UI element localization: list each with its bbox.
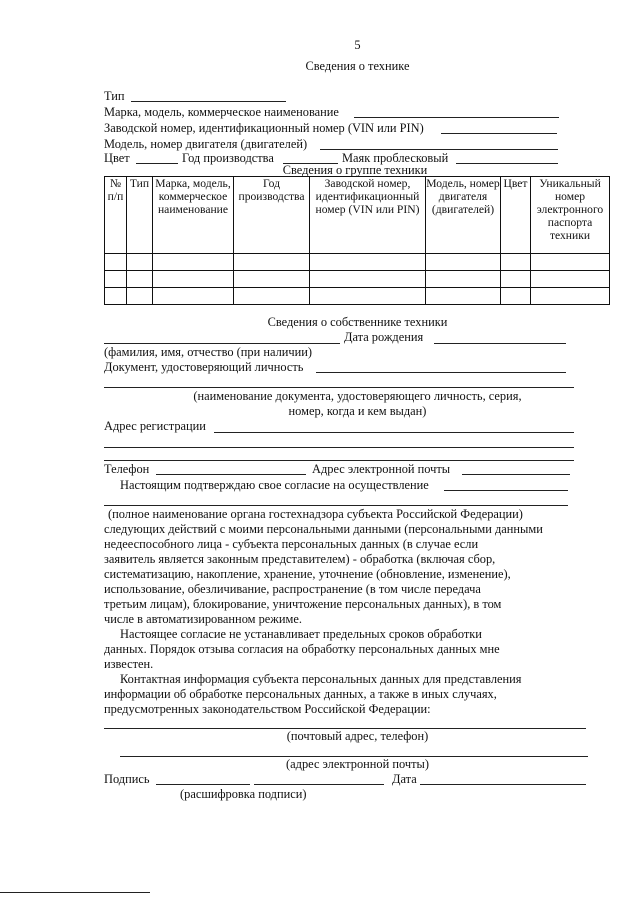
phone-field[interactable] (156, 474, 306, 475)
signature-caption: (расшифровка подписи) (180, 787, 307, 801)
type-field[interactable] (131, 101, 286, 102)
consent-body-line: следующих действий с моими персональными данными (персональными данными (104, 522, 543, 536)
type-label: Тип (104, 89, 125, 103)
postal-caption: (почтовый адрес, телефон) (286, 729, 429, 743)
brand-field[interactable] (354, 117, 559, 118)
birth-label: Дата рождения (344, 330, 424, 344)
table-cell[interactable] (127, 254, 153, 271)
group-title: Сведения о группе техники (282, 163, 428, 177)
email-field[interactable] (462, 474, 570, 475)
table-cell[interactable] (501, 254, 531, 271)
col-header: № п/п (105, 177, 127, 254)
table-cell[interactable] (153, 254, 234, 271)
brand-label: Марка, модель, коммерческое наименование (104, 105, 339, 119)
email-label: Адрес электронной почты (312, 462, 451, 476)
footnote-divider (0, 892, 150, 893)
address-field-3[interactable] (104, 460, 574, 461)
consent-body-line: числе в автоматизированном режиме. (104, 612, 302, 626)
table-cell[interactable] (531, 288, 610, 305)
col-header: Год производства (234, 177, 310, 254)
document-caption-2: номер, когда и кем выдан) (288, 404, 427, 418)
table-row (105, 288, 610, 305)
document-field[interactable] (316, 372, 566, 373)
table-header-row (105, 177, 610, 254)
col-header: Марка, модель, коммерческое наименование (153, 177, 234, 254)
table-cell[interactable] (310, 288, 426, 305)
table-row (105, 271, 610, 288)
col-header: Уникальный номер электронного паспорта техники (531, 177, 610, 254)
term-line: Настоящее согласие не устанавливает предельных сроков обработки (120, 627, 482, 641)
consent-intro: Настоящим подтверждаю свое согласие на осуществление (120, 478, 429, 492)
table-cell[interactable] (531, 254, 610, 271)
col-header: Заводской номер, идентификационный номер (VIN или PIN) (310, 177, 426, 254)
table-cell[interactable] (234, 271, 310, 288)
col-header: Модель, номер двигателя (двигателей) (426, 177, 501, 254)
serial-label: Заводской номер, идентификационный номер (VIN или PIN) (104, 121, 424, 135)
col-header: Тип (127, 177, 153, 254)
table-cell[interactable] (234, 288, 310, 305)
table-cell[interactable] (153, 271, 234, 288)
date-label: Дата (392, 772, 417, 786)
table-cell[interactable] (127, 288, 153, 305)
table-cell[interactable] (153, 288, 234, 305)
beacon-label: Маяк проблесковый (342, 151, 449, 165)
consent-body-line: недееспособного лица - субъекта персональных данных (в случае если (104, 537, 479, 551)
table-cell[interactable] (501, 288, 531, 305)
address-label: Адрес регистрации (104, 419, 206, 433)
page-title: Сведения о технике (305, 59, 410, 73)
document-label: Документ, удостоверяющий личность (104, 360, 304, 374)
contact-line: информации об обработке персональных данных, а также в иных случаях, (104, 687, 497, 701)
engine-field[interactable] (320, 149, 558, 150)
consent-body-line: систематизацию, накопление, хранение, уточнение (обновление, изменение), (104, 567, 511, 581)
consent-body-line: заявитель является законным представителем) - обработка (включая сбор, (104, 552, 496, 566)
signature-label: Подпись (104, 772, 150, 786)
authority-caption: (полное наименование органа гостехнадзора субъекта Российской Федерации) (108, 507, 523, 521)
table-cell[interactable] (105, 254, 127, 271)
signature-field[interactable] (156, 784, 250, 785)
table-cell[interactable] (234, 254, 310, 271)
table-cell[interactable] (426, 288, 501, 305)
table-cell[interactable] (310, 271, 426, 288)
authority-field[interactable] (444, 490, 568, 491)
table-cell[interactable] (426, 254, 501, 271)
table-cell[interactable] (501, 271, 531, 288)
group-table (104, 176, 610, 305)
address-field-2[interactable] (104, 447, 574, 448)
signature-transcript-field[interactable] (254, 784, 384, 785)
table-cell[interactable] (531, 271, 610, 288)
birth-date-field[interactable] (434, 343, 566, 344)
table-row (105, 254, 610, 271)
contact-line: предусмотренных законодательством Российской Федерации: (104, 702, 431, 716)
col-header: Цвет (501, 177, 531, 254)
year-label: Год производства (182, 151, 274, 165)
consent-body-line: использование, обезличивание, распространение (в том числе передача (104, 582, 481, 596)
engine-label: Модель, номер двигателя (двигателей) (104, 137, 308, 151)
document-caption-1: (наименование документа, удостоверяющего личность, серия, (193, 389, 522, 403)
table-cell[interactable] (310, 254, 426, 271)
owner-title: Сведения о собственнике техники (267, 315, 448, 329)
owner-name-field[interactable] (104, 343, 340, 344)
table-cell[interactable] (426, 271, 501, 288)
address-field[interactable] (214, 432, 574, 433)
contact-line: Контактная информация субъекта персональных данных для представления (120, 672, 522, 686)
table-cell[interactable] (105, 288, 127, 305)
authority-field-2[interactable] (104, 505, 568, 506)
color-label: Цвет (104, 151, 130, 165)
page-number: 5 (354, 38, 361, 52)
fio-caption: (фамилия, имя, отчество (при наличии) (104, 345, 313, 359)
serial-field[interactable] (441, 133, 557, 134)
table-cell[interactable] (105, 271, 127, 288)
table-cell[interactable] (127, 271, 153, 288)
consent-body-line: третьим лицам), блокирование, уничтожение персональных данных), в том (104, 597, 502, 611)
term-line: известен. (104, 657, 154, 671)
date-field[interactable] (420, 784, 586, 785)
phone-label: Телефон (104, 462, 150, 476)
email-caption: (адрес электронной почты) (286, 757, 429, 771)
document-field-2[interactable] (104, 387, 574, 388)
term-line: данных. Порядок отзыва согласия на обработку персональных данных мне (104, 642, 500, 656)
